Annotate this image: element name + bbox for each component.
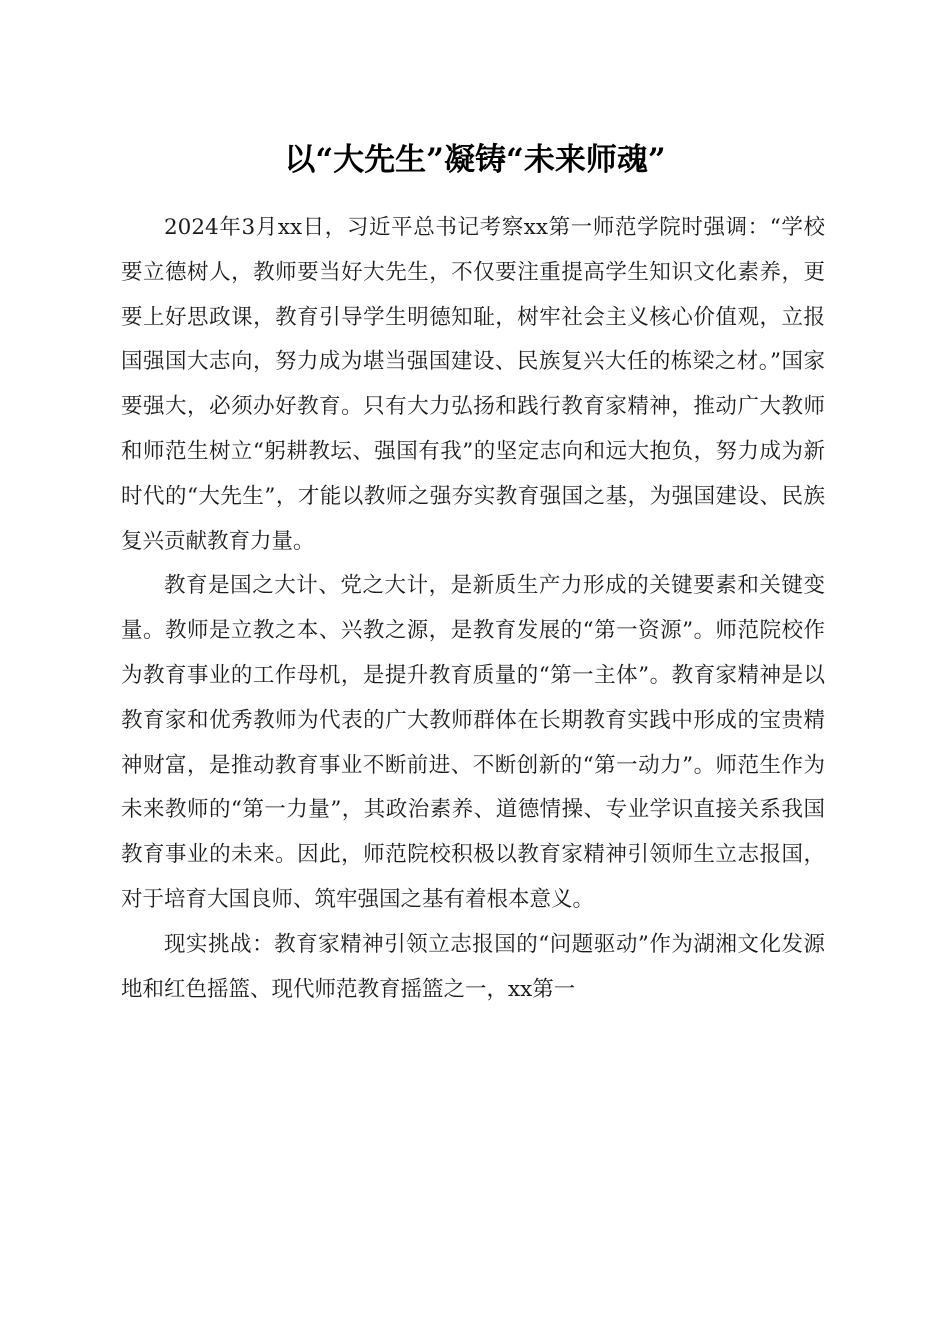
body-paragraph-3: 现实挑战：教育家精神引领立志报国的“问题驱动”作为湖湘文化发源地和红色摇篮、现代师范教育摇篮之一，xx第一: [121, 931, 825, 1002]
body-paragraph-2: 教育是国之大计、党之大计，是新质生产力形成的关键要素和关键变量。教师是立教之本、兴教之源，是教育发展的“第一资源”。师范院校作为教育事业的工作母机，是提升教育质量的“第一主体”。教育家精神是以教育家和优秀教师为代表的广大教师群体在长期教育实践中形成的宝贵精神财富，是推动教育事业不断前进、不断创新的“第一动力”。师范生作为未来教师的“第一力量”，其政治素养、道德情操、专业学识直接关系我国教育事业的未来。因此，师范院校积极以教育家精神引领师生立志报国，对于培育大国良师、筑牢强国之基有着根本意义。: [121, 573, 825, 912]
document-title: 以“大先生”凝铸“未来师魂”: [284, 142, 666, 178]
document-body: [121, 206, 825, 1012]
body-paragraph-1: 2024年3月xx日，习近平总书记考察xx第一师范学院时强调：“学校要立德树人，教师要当好大先生，不仅要注重提高学生知识文化素养，更要上好思政课，教育引导学生明德知耻，树牢社会主义核心价值观，立报国强国大志向，努力成为堪当强国建设、民族复兴大任的栋梁之材。”国家要强大，必须办好教育。只有大力弘扬和践行教育家精神，推动广大教师和师范生树立“躬耕教坛、强国有我”的坚定志向和远大抱负，努力成为新时代的“大先生”，才能以教师之强夯实教育强国之基，为强国建设、民族复兴贡献教育力量。: [121, 215, 825, 554]
